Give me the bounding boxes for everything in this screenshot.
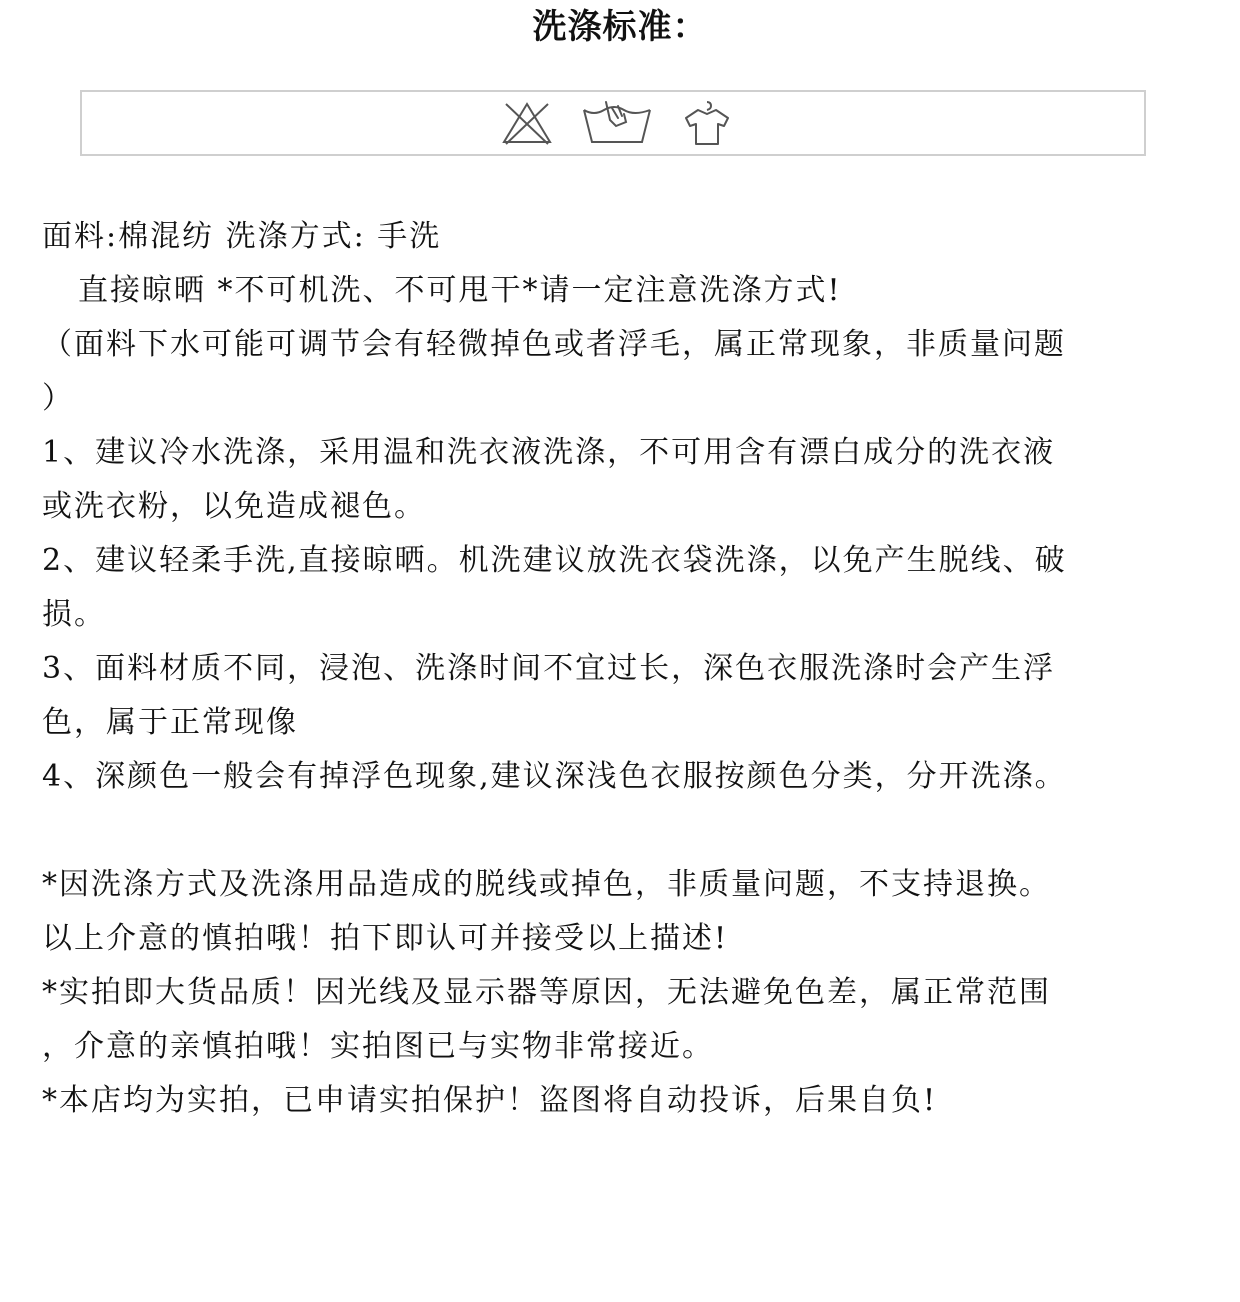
no-bleach-icon xyxy=(500,98,554,148)
note-line: （面料下水可能可调节会有轻微掉色或者浮毛，属正常现象，非质量问题 xyxy=(42,327,1066,362)
care-instructions xyxy=(42,210,1222,1128)
drying-line: 直接晾晒 *不可机洗、不可甩干*请一定注意洗涤方式! xyxy=(78,273,842,308)
notice-line-3-cont: ，介意的亲慎拍哦！实拍图已与实物非常接近。 xyxy=(42,1029,714,1064)
care-symbols xyxy=(500,98,734,148)
instruction-item-4: 4、深颜色一般会有掉浮色现象,建议深浅色衣服按颜色分类，分开洗涤。 xyxy=(42,759,1067,794)
instruction-item-1-cont: 或洗衣粉，以免造成褪色。 xyxy=(42,489,426,524)
notice-line-1: *因洗涤方式及洗涤用品造成的脱线或掉色，非质量问题，不支持退换。 xyxy=(42,867,1051,902)
notice-line-2: 以上介意的慎拍哦！拍下即认可并接受以上描述! xyxy=(42,921,729,956)
instruction-item-2-cont: 损。 xyxy=(42,597,106,632)
instruction-item-1: 1、建议冷水洗涤，采用温和洗衣液洗涤，不可用含有漂白成分的洗衣液 xyxy=(42,435,1056,470)
note-line-end: ） xyxy=(42,381,74,416)
fabric-line: 面料:棉混纺 洗涤方式: 手洗 xyxy=(42,219,442,254)
section-spacer xyxy=(42,804,1222,858)
instruction-item-3: 3、面料材质不同，浸泡、洗涤时间不宜过长，深色衣服洗涤时会产生浮 xyxy=(42,651,1056,686)
notice-line-3: *实拍即大货品质！因光线及显示器等原因，无法避免色差，属正常范围 xyxy=(42,975,1051,1010)
care-symbols-box xyxy=(80,90,1146,156)
instruction-item-2: 2、建议轻柔手洗,直接晾晒。机洗建议放洗衣袋洗涤，以免产生脱线、破 xyxy=(42,543,1067,578)
hand-wash-icon xyxy=(580,98,654,148)
page-title: 洗涤标准： xyxy=(532,7,708,47)
notice-line-4: *本店均为实拍，已申请实拍保护！盗图将自动投诉，后果自负! xyxy=(42,1083,938,1118)
instruction-item-3-cont: 色，属于正常现像 xyxy=(42,705,298,740)
hang-dry-icon xyxy=(680,98,734,148)
